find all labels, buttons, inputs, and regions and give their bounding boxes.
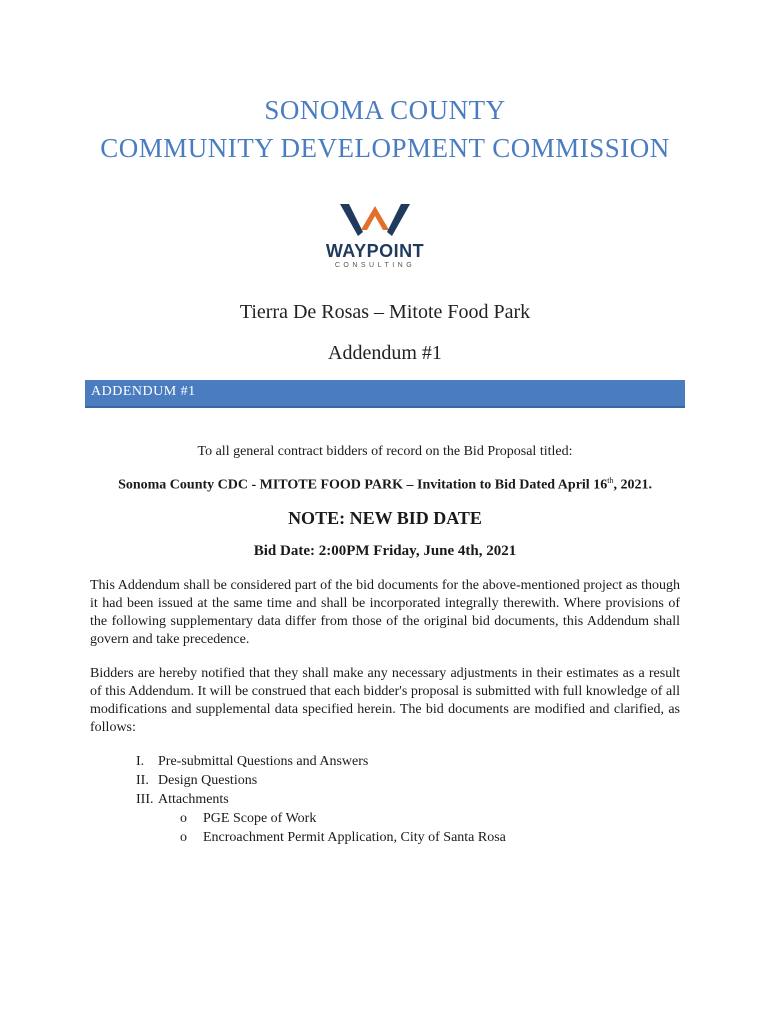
list-item-text: Attachments — [158, 792, 229, 807]
waypoint-logo-mark-icon — [315, 200, 435, 240]
waypoint-logo — [315, 200, 435, 272]
list-numeral: I. — [136, 754, 145, 769]
bullet-icon: o — [180, 830, 187, 845]
list-numeral: III. — [136, 792, 154, 807]
note-heading: NOTE: NEW BID DATE — [288, 508, 482, 528]
logo-wordmark: WAYPOINT — [325, 241, 425, 261]
sub-list-item-text: Encroachment Permit Application, City of Santa Rosa — [203, 830, 506, 845]
sub-list-item-text: PGE Scope of Work — [203, 811, 317, 826]
bid-proposal-title — [0, 476, 770, 494]
logo-tagline: CONSULTING — [334, 262, 416, 269]
list-item-text: Pre-submittal Questions and Answers — [158, 754, 369, 769]
addendum-banner — [85, 380, 685, 408]
bid-title-main: Sonoma County CDC - MITOTE FOOD PARK – Invitation to Bid Dated April 16 — [118, 477, 608, 493]
bullet-icon: o — [180, 811, 187, 826]
bid-date: Bid Date: 2:00PM Friday, June 4th, 2021 — [253, 543, 517, 559]
project-title: Tierra De Rosas – Mitote Food Park — [239, 301, 531, 323]
bid-title-sup: th — [607, 476, 614, 485]
paragraph-2: Bidders are hereby notified that they shall make any necessary adjustments in their estimates as a result of this Addendum. It will be construed that each bidder's proposal is submitted with full knowledge of all modifications and supplemental data specified herein. The bid documents are modified and clarified, as follows: — [90, 666, 680, 735]
list-numeral: II. — [136, 773, 149, 788]
bid-title-end: , 2021. — [613, 477, 652, 493]
header-line-2: COMMUNITY DEVELOPMENT COMMISSION — [100, 133, 670, 163]
list-item-text: Design Questions — [158, 773, 258, 788]
header-line-1: SONOMA COUNTY — [264, 95, 506, 125]
addendum-banner-label: ADDENDUM #1 — [91, 384, 196, 399]
addendum-heading: Addendum #1 — [328, 342, 442, 364]
intro-text: To all general contract bidders of record on the Bid Proposal titled: — [197, 444, 573, 459]
paragraph-1: This Addendum shall be considered part of the bid documents for the above-mentioned project as though it had been issued at the same time and shall be incorporated integrally therewith. Where provisions of the following supplementary data differ from those of the original bid documents, this Addendum shall govern and take precedence. — [90, 578, 680, 647]
